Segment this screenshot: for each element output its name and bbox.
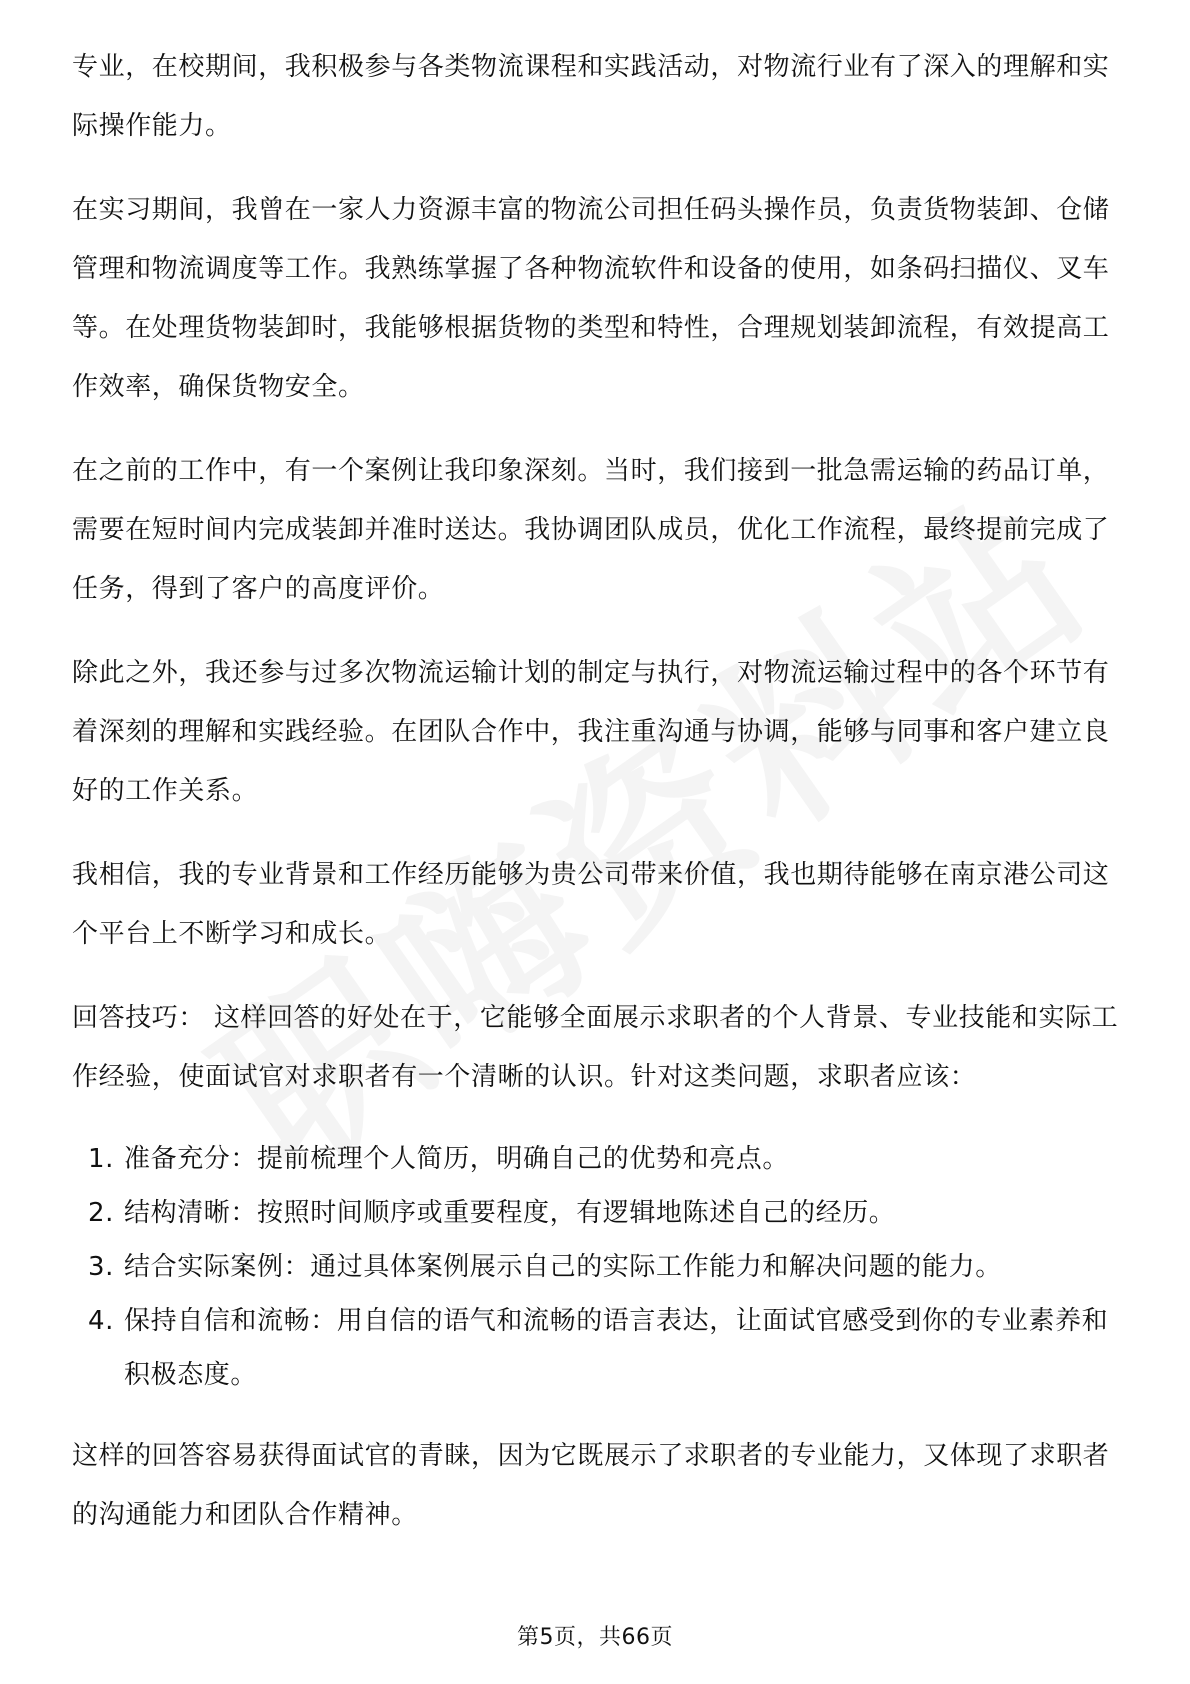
list-item-number: 1. — [88, 1144, 115, 1174]
list-item — [88, 1294, 1122, 1402]
paragraph-intro: 专业，在校期间，我积极参与各类物流课程和实践活动，对物流行业有了深入的理解和实际操作能力。 — [72, 52, 1110, 141]
paragraph-experience: 除此之外，我还参与过多次物流运输计划的制定与执行，对物流运输过程中的各个环节有着深刻的理解和实践经验。在团队合作中，我注重沟通与协调，能够与同事和客户建立良好的工作关系。 — [72, 658, 1110, 806]
paragraph-answer-tips: 回答技巧： 这样回答的好处在于，它能够全面展示求职者的个人背景、专业技能和实际工作经验，使面试官对求职者有一个清晰的认识。针对这类问题，求职者应该： — [72, 1003, 1119, 1092]
list-item — [88, 1240, 1122, 1294]
list-item-number: 4. — [88, 1306, 115, 1336]
tips-list — [72, 1132, 1122, 1402]
list-item — [88, 1186, 1122, 1240]
paragraph-conclusion: 我相信，我的专业背景和工作经历能够为贵公司带来价值，我也期待能够在南京港公司这个平台上不断学习和成长。 — [72, 860, 1110, 949]
list-item-text: 结构清晰：按照时间顺序或重要程度，有逻辑地陈述自己的经历。 — [124, 1198, 896, 1228]
page-content — [72, 38, 1122, 1570]
list-item-text: 保持自信和流畅：用自信的语气和流畅的语言表达，让面试官感受到你的专业素养和积极态度。 — [124, 1306, 1109, 1390]
list-item-number: 3. — [88, 1252, 115, 1282]
paragraph-case: 在之前的工作中，有一个案例让我印象深刻。当时，我们接到一批急需运输的药品订单，需要在短时间内完成装卸并准时送达。我协调团队成员，优化工作流程，最终提前完成了任务，得到了客户的高度评价。 — [72, 456, 1110, 604]
paragraph-internship: 在实习期间，我曾在一家人力资源丰富的物流公司担任码头操作员，负责货物装卸、仓储管理和物流调度等工作。我熟练掌握了各种物流软件和设备的使用，如条码扫描仪、叉车等。在处理货物装卸时，我能够根据货物的类型和特性，合理规划装卸流程，有效提高工作效率，确保货物安全。 — [72, 195, 1110, 402]
list-item — [88, 1132, 1122, 1186]
list-item-text: 结合实际案例：通过具体案例展示自己的实际工作能力和解决问题的能力。 — [124, 1252, 1002, 1282]
list-item-number: 2. — [88, 1198, 115, 1228]
paragraph-closing: 这样的回答容易获得面试官的青睐，因为它既展示了求职者的专业能力，又体现了求职者的沟通能力和团队合作精神。 — [72, 1441, 1110, 1530]
list-item-text: 准备充分：提前梳理个人简历，明确自己的优势和亮点。 — [124, 1144, 790, 1174]
page-number: 第5页，共66页 — [517, 1625, 673, 1650]
